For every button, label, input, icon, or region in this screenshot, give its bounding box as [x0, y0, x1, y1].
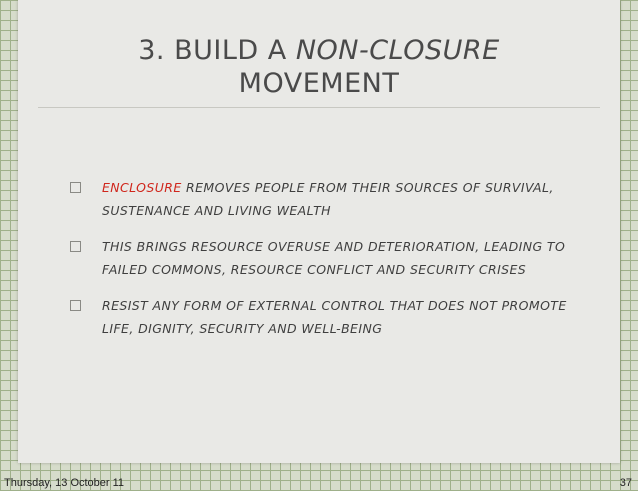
title-divider [38, 107, 600, 108]
bullet-item [58, 176, 598, 222]
checkbox-bullet-icon [70, 241, 81, 252]
title-italic-word: NON-CLOSURE [295, 35, 500, 66]
title-prefix: 3. BUILD A [138, 35, 296, 66]
bullet-item [58, 294, 598, 340]
bullet-item [58, 235, 598, 281]
checkbox-bullet-icon [70, 182, 81, 193]
bullet-text-body: REMOVES PEOPLE FROM THEIR SOURCES OF SURVIVAL, SUSTENANCE AND LIVING WEALTH [102, 180, 554, 218]
highlight-word: ENCLOSURE [102, 180, 182, 195]
bullet-list [58, 176, 598, 353]
bullet-text [102, 176, 598, 222]
title-line-1 [18, 34, 620, 67]
checkbox-bullet-icon [70, 300, 81, 311]
slide-title [18, 34, 620, 100]
bullet-text: THIS BRINGS RESOURCE OVERUSE AND DETERIORATION, LEADING TO FAILED COMMONS, RESOURCE CONFLICT AND SECURITY CRISES [102, 239, 566, 277]
footer-page-number: 37 [619, 477, 632, 489]
bullet-text: RESIST ANY FORM OF EXTERNAL CONTROL THAT DOES NOT PROMOTE LIFE, DIGNITY, SECURITY AND WELL-BEING [102, 298, 567, 336]
slide [18, 0, 620, 463]
footer-date: Thursday, 13 October 11 [4, 477, 125, 489]
title-line-2: MOVEMENT [238, 68, 400, 99]
